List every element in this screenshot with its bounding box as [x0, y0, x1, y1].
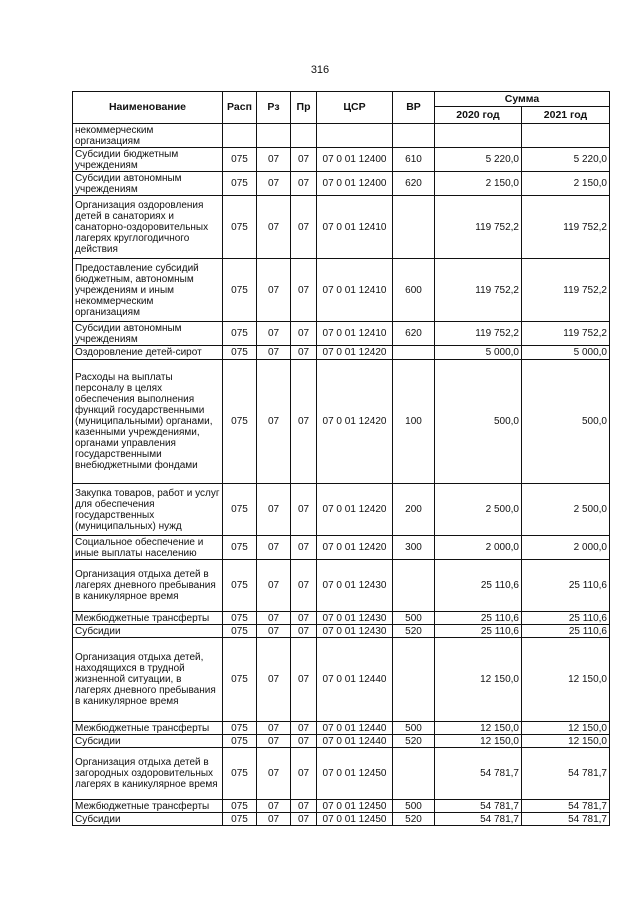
cell-pr: 07 — [291, 560, 317, 612]
cell-vr — [393, 748, 435, 800]
cell-rasp: 075 — [223, 172, 257, 196]
cell-vr — [393, 196, 435, 259]
cell-vr: 520 — [393, 735, 435, 748]
cell-rz: 07 — [257, 536, 291, 560]
cell-name: Оздоровление детей-сирот — [73, 346, 223, 360]
cell-rz: 07 — [257, 612, 291, 625]
cell-pr: 07 — [291, 813, 317, 826]
cell-y2020: 54 781,7 — [435, 748, 522, 800]
cell-name: Межбюджетные трансферты — [73, 612, 223, 625]
cell-vr: 620 — [393, 172, 435, 196]
header-2020: 2020 год — [435, 107, 522, 124]
cell-csr: 07 0 01 12450 — [317, 813, 393, 826]
cell-rasp: 075 — [223, 800, 257, 813]
cell-name: Расходы на выплаты персоналу в целях обеспечения выполнения функций государственными (муниципальными) органами, казенными учреждениями, органами управления государственными внебюджетными фондами — [73, 360, 223, 484]
header-rz: Рз — [257, 92, 291, 124]
cell-rasp: 075 — [223, 638, 257, 722]
cell-rz: 07 — [257, 722, 291, 735]
cell-rz — [257, 124, 291, 148]
cell-rz: 07 — [257, 360, 291, 484]
budget-table — [72, 91, 610, 826]
cell-vr — [393, 346, 435, 360]
cell-rz: 07 — [257, 625, 291, 638]
cell-csr: 07 0 01 12400 — [317, 148, 393, 172]
cell-name: Субсидии — [73, 813, 223, 826]
cell-pr — [291, 124, 317, 148]
table-row — [73, 625, 610, 638]
cell-rasp: 075 — [223, 560, 257, 612]
cell-y2021: 119 752,2 — [522, 259, 610, 322]
cell-vr — [393, 560, 435, 612]
cell-csr: 07 0 01 12420 — [317, 360, 393, 484]
cell-y2020: 25 110,6 — [435, 560, 522, 612]
cell-name: Закупка товаров, работ и услуг для обеспечения государственных (муниципальных) нужд — [73, 484, 223, 536]
cell-pr: 07 — [291, 484, 317, 536]
cell-y2020: 2 000,0 — [435, 536, 522, 560]
cell-y2020: 12 150,0 — [435, 638, 522, 722]
cell-name: Субсидии — [73, 625, 223, 638]
cell-rasp: 075 — [223, 484, 257, 536]
cell-csr: 07 0 01 12410 — [317, 196, 393, 259]
cell-rz: 07 — [257, 813, 291, 826]
cell-y2020: 54 781,7 — [435, 800, 522, 813]
cell-csr: 07 0 01 12440 — [317, 735, 393, 748]
cell-rz: 07 — [257, 322, 291, 346]
cell-y2020 — [435, 124, 522, 148]
cell-vr — [393, 638, 435, 722]
cell-y2021: 5 220,0 — [522, 148, 610, 172]
header-vr: ВР — [393, 92, 435, 124]
cell-y2021: 25 110,6 — [522, 612, 610, 625]
cell-rasp — [223, 124, 257, 148]
cell-pr: 07 — [291, 625, 317, 638]
header-2021: 2021 год — [522, 107, 610, 124]
cell-y2020: 2 150,0 — [435, 172, 522, 196]
cell-csr — [317, 124, 393, 148]
cell-rasp: 075 — [223, 722, 257, 735]
cell-rasp: 075 — [223, 196, 257, 259]
table-row — [73, 800, 610, 813]
cell-y2020: 54 781,7 — [435, 813, 522, 826]
table-row — [73, 148, 610, 172]
cell-rasp: 075 — [223, 536, 257, 560]
cell-rasp: 075 — [223, 322, 257, 346]
cell-csr: 07 0 01 12440 — [317, 722, 393, 735]
table-row — [73, 484, 610, 536]
cell-y2020: 5 000,0 — [435, 346, 522, 360]
cell-y2021: 119 752,2 — [522, 196, 610, 259]
cell-vr: 520 — [393, 813, 435, 826]
cell-pr: 07 — [291, 735, 317, 748]
cell-y2021: 119 752,2 — [522, 322, 610, 346]
cell-y2021: 2 150,0 — [522, 172, 610, 196]
cell-y2020: 5 220,0 — [435, 148, 522, 172]
cell-y2020: 119 752,2 — [435, 322, 522, 346]
table-row — [73, 172, 610, 196]
cell-vr — [393, 124, 435, 148]
cell-csr: 07 0 01 12410 — [317, 322, 393, 346]
cell-csr: 07 0 01 12420 — [317, 536, 393, 560]
cell-pr: 07 — [291, 322, 317, 346]
cell-rz: 07 — [257, 560, 291, 612]
cell-rz: 07 — [257, 172, 291, 196]
cell-name: Субсидии автономным учреждениям — [73, 322, 223, 346]
cell-csr: 07 0 01 12430 — [317, 625, 393, 638]
cell-y2020: 12 150,0 — [435, 722, 522, 735]
cell-rasp: 075 — [223, 346, 257, 360]
table-row — [73, 322, 610, 346]
cell-pr: 07 — [291, 346, 317, 360]
header-sum: Сумма — [435, 92, 610, 107]
cell-name: Организация отдыха детей, находящихся в трудной жизненной ситуации, в лагерях дневного пребывания в каникулярное время — [73, 638, 223, 722]
cell-pr: 07 — [291, 259, 317, 322]
table-row — [73, 196, 610, 259]
cell-rasp: 075 — [223, 360, 257, 484]
cell-name: Межбюджетные трансферты — [73, 722, 223, 735]
cell-csr: 07 0 01 12400 — [317, 172, 393, 196]
cell-name: Социальное обеспечение и иные выплаты населению — [73, 536, 223, 560]
cell-pr: 07 — [291, 172, 317, 196]
cell-pr: 07 — [291, 612, 317, 625]
cell-y2020: 2 500,0 — [435, 484, 522, 536]
cell-name: Организация отдыха детей в лагерях дневного пребывания в каникулярное время — [73, 560, 223, 612]
cell-y2021: 12 150,0 — [522, 722, 610, 735]
cell-pr: 07 — [291, 800, 317, 813]
cell-vr: 520 — [393, 625, 435, 638]
cell-y2021: 54 781,7 — [522, 800, 610, 813]
cell-name: Межбюджетные трансферты — [73, 800, 223, 813]
cell-rz: 07 — [257, 196, 291, 259]
table-row — [73, 612, 610, 625]
table-row — [73, 735, 610, 748]
cell-name: Организация оздоровления детей в санаториях и санаторно-оздоровительных лагерях круглогодичного действия — [73, 196, 223, 259]
cell-y2020: 119 752,2 — [435, 196, 522, 259]
cell-rasp: 075 — [223, 735, 257, 748]
cell-vr: 100 — [393, 360, 435, 484]
cell-y2020: 500,0 — [435, 360, 522, 484]
cell-name: некоммерческим организациям — [73, 124, 223, 148]
cell-y2021: 500,0 — [522, 360, 610, 484]
cell-name: Субсидии автономным учреждениям — [73, 172, 223, 196]
cell-pr: 07 — [291, 196, 317, 259]
cell-y2021: 54 781,7 — [522, 748, 610, 800]
table-row — [73, 259, 610, 322]
cell-y2021: 12 150,0 — [522, 638, 610, 722]
cell-vr: 500 — [393, 722, 435, 735]
cell-vr: 610 — [393, 148, 435, 172]
table-row — [73, 360, 610, 484]
cell-rz: 07 — [257, 748, 291, 800]
cell-csr: 07 0 01 12430 — [317, 560, 393, 612]
cell-rz: 07 — [257, 800, 291, 813]
cell-pr: 07 — [291, 148, 317, 172]
cell-y2021: 25 110,6 — [522, 560, 610, 612]
cell-rz: 07 — [257, 259, 291, 322]
table-body — [73, 124, 610, 826]
cell-pr: 07 — [291, 638, 317, 722]
cell-y2021: 12 150,0 — [522, 735, 610, 748]
cell-rz: 07 — [257, 735, 291, 748]
cell-name: Субсидии бюджетным учреждениям — [73, 148, 223, 172]
cell-rasp: 075 — [223, 625, 257, 638]
table-row — [73, 346, 610, 360]
cell-csr: 07 0 01 12420 — [317, 346, 393, 360]
cell-vr: 620 — [393, 322, 435, 346]
cell-vr: 300 — [393, 536, 435, 560]
table-row — [73, 638, 610, 722]
cell-rz: 07 — [257, 484, 291, 536]
cell-vr: 600 — [393, 259, 435, 322]
cell-y2021 — [522, 124, 610, 148]
cell-y2021: 5 000,0 — [522, 346, 610, 360]
cell-rasp: 075 — [223, 148, 257, 172]
table-row — [73, 124, 610, 148]
cell-vr: 200 — [393, 484, 435, 536]
cell-y2021: 2 500,0 — [522, 484, 610, 536]
cell-rasp: 075 — [223, 259, 257, 322]
cell-name: Предоставление субсидий бюджетным, автономным учреждениям и иным некоммерческим организациям — [73, 259, 223, 322]
table-row — [73, 560, 610, 612]
table-row — [73, 722, 610, 735]
cell-y2020: 119 752,2 — [435, 259, 522, 322]
cell-csr: 07 0 01 12440 — [317, 638, 393, 722]
cell-name: Субсидии — [73, 735, 223, 748]
header-csr: ЦСР — [317, 92, 393, 124]
cell-csr: 07 0 01 12420 — [317, 484, 393, 536]
cell-pr: 07 — [291, 360, 317, 484]
cell-rasp: 075 — [223, 748, 257, 800]
cell-name: Организация отдыха детей в загородных оздоровительных лагерях в каникулярное время — [73, 748, 223, 800]
cell-csr: 07 0 01 12410 — [317, 259, 393, 322]
cell-pr: 07 — [291, 722, 317, 735]
cell-y2021: 54 781,7 — [522, 813, 610, 826]
table-row — [73, 536, 610, 560]
cell-y2020: 25 110,6 — [435, 625, 522, 638]
cell-rz: 07 — [257, 148, 291, 172]
header-pr: Пр — [291, 92, 317, 124]
table-row — [73, 748, 610, 800]
table-row — [73, 813, 610, 826]
cell-csr: 07 0 01 12450 — [317, 800, 393, 813]
cell-vr: 500 — [393, 800, 435, 813]
cell-pr: 07 — [291, 536, 317, 560]
cell-pr: 07 — [291, 748, 317, 800]
cell-y2020: 12 150,0 — [435, 735, 522, 748]
page-number: 316 — [310, 64, 330, 76]
cell-csr: 07 0 01 12430 — [317, 612, 393, 625]
cell-csr: 07 0 01 12450 — [317, 748, 393, 800]
cell-vr: 500 — [393, 612, 435, 625]
cell-rasp: 075 — [223, 612, 257, 625]
cell-y2021: 2 000,0 — [522, 536, 610, 560]
cell-y2020: 25 110,6 — [435, 612, 522, 625]
cell-rz: 07 — [257, 638, 291, 722]
header-name: Наименование — [73, 92, 223, 124]
cell-rz: 07 — [257, 346, 291, 360]
cell-rasp: 075 — [223, 813, 257, 826]
cell-y2021: 25 110,6 — [522, 625, 610, 638]
header-rasp: Расп — [223, 92, 257, 124]
